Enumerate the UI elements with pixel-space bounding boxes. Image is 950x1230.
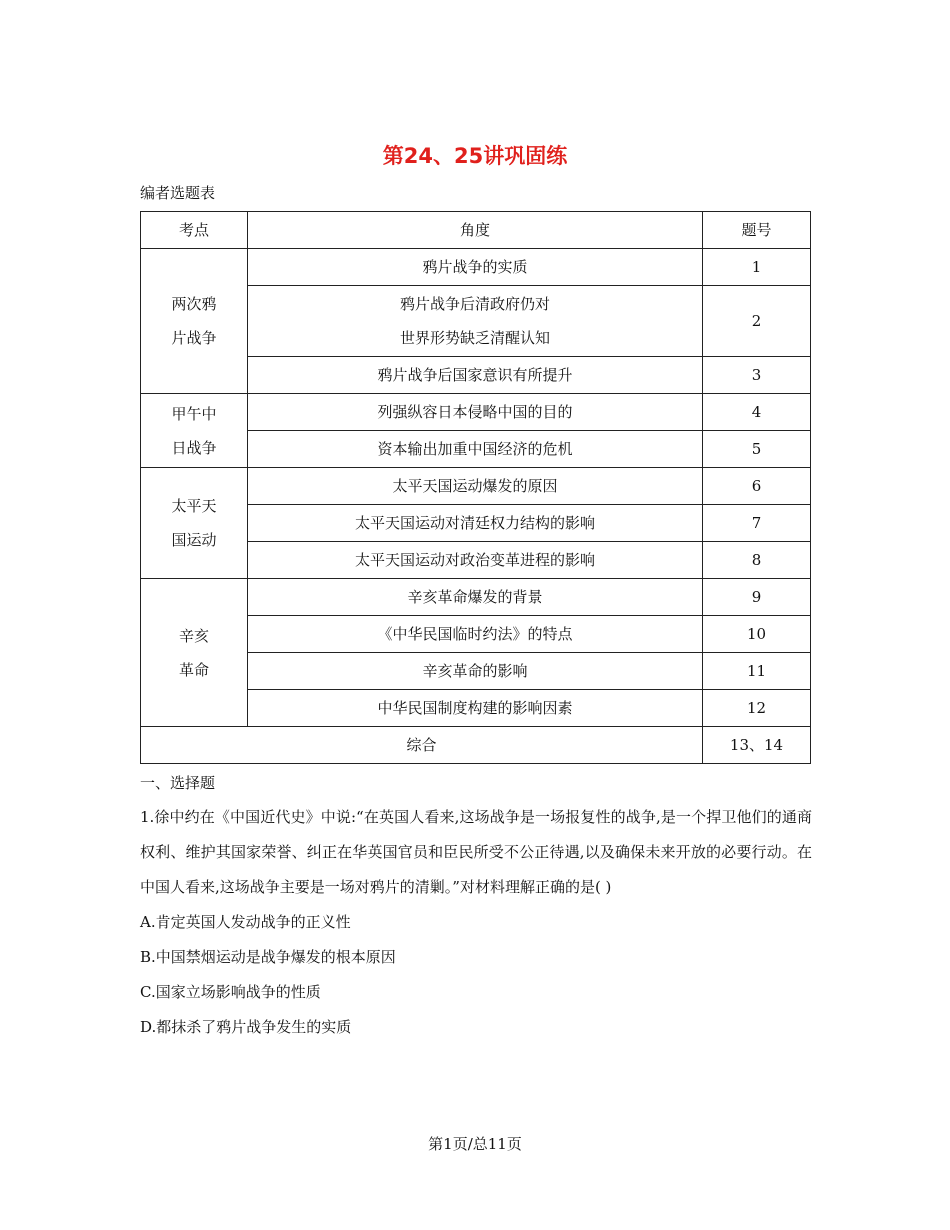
question-number-cell: 8 <box>703 542 811 579</box>
option-d: D.都抹杀了鸦片战争发生的实质 <box>140 1018 352 1036</box>
angle-line: 太平天国运动对政治变革进程的影响 <box>354 551 595 569</box>
section-heading: 一、选择题 <box>140 774 216 792</box>
question-number-cell: 12 <box>703 690 811 727</box>
header-topic: 考点 <box>141 212 248 249</box>
angle-line: 太平天国运动对清廷权力结构的影响 <box>354 514 595 532</box>
page-title: 第24、25讲巩固练 <box>382 144 568 168</box>
question-1 <box>140 800 812 1045</box>
table-row <box>141 579 811 616</box>
option-c: C.国家立场影响战争的性质 <box>140 983 321 1001</box>
topic-line: 片战争 <box>171 329 217 347</box>
angle-cell <box>248 286 703 357</box>
angle-line: 资本输出加重中国经济的危机 <box>377 440 573 458</box>
topic-cell <box>141 579 248 727</box>
angle-cell <box>248 394 703 431</box>
page-footer: 第1页/总11页 <box>428 1135 522 1153</box>
angle-line: 鸦片战争的实质 <box>422 258 528 276</box>
topic-cell <box>141 394 248 468</box>
topic-line: 革命 <box>178 660 209 679</box>
summary-row <box>141 727 811 764</box>
header-number: 题号 <box>703 212 811 249</box>
angle-line: 列强纵容日本侵略中国的目的 <box>377 403 573 421</box>
topic-line: 两次鸦 <box>171 295 217 313</box>
angle-line: 辛亥革命爆发的背景 <box>407 588 543 606</box>
question-number-cell: 4 <box>703 394 811 431</box>
angle-cell <box>248 542 703 579</box>
table-row <box>141 394 811 431</box>
question-number-cell: 5 <box>703 431 811 468</box>
question-number-cell: 6 <box>703 468 811 505</box>
angle-line: 鸦片战争后清政府仍对 <box>399 295 550 313</box>
angle-cell <box>248 616 703 653</box>
table-caption: 编者选题表 <box>140 184 216 202</box>
topic-line: 日战争 <box>171 438 217 457</box>
topic-line: 国运动 <box>171 531 217 549</box>
question-number-cell: 9 <box>703 579 811 616</box>
angle-line: 鸦片战争后国家意识有所提升 <box>377 366 573 384</box>
angle-cell <box>248 357 703 394</box>
option-a: A.肯定英国人发动战争的正义性 <box>140 913 351 931</box>
table-row <box>141 249 811 286</box>
topic-selection-table <box>140 211 811 764</box>
angle-line: 太平天国运动爆发的原因 <box>392 477 558 495</box>
table-header-row <box>141 212 811 249</box>
topic-line: 太平天 <box>171 497 217 515</box>
question-number-cell: 11 <box>703 653 811 690</box>
angle-cell <box>248 653 703 690</box>
angle-line: 世界形势缺乏清醒认知 <box>399 329 550 347</box>
angle-cell <box>248 249 703 286</box>
summary-label-cell: 综合 <box>141 727 703 764</box>
angle-line: 中华民国制度构建的影响因素 <box>377 699 573 717</box>
question-number-cell: 1 <box>703 249 811 286</box>
angle-cell <box>248 468 703 505</box>
angle-cell <box>248 431 703 468</box>
option-b: B.中国禁烟运动是战争爆发的根本原因 <box>140 948 396 966</box>
question-number-cell: 3 <box>703 357 811 394</box>
question-number-cell: 10 <box>703 616 811 653</box>
question-number-cell: 2 <box>703 286 811 357</box>
header-angle: 角度 <box>248 212 703 249</box>
topic-line: 辛亥 <box>178 626 209 645</box>
angle-cell <box>248 505 703 542</box>
topic-cell <box>141 468 248 579</box>
topic-cell <box>141 249 248 394</box>
angle-line: 《中华民国临时约法》的特点 <box>377 625 573 643</box>
angle-line: 辛亥革命的影响 <box>422 662 528 680</box>
summary-number-cell: 13、14 <box>703 727 811 764</box>
topic-line: 甲午中 <box>171 404 217 423</box>
question-number-cell: 7 <box>703 505 811 542</box>
table-row <box>141 468 811 505</box>
angle-cell <box>248 690 703 727</box>
angle-cell <box>248 579 703 616</box>
question-stem: 1.徐中约在《中国近代史》中说:“在英国人看来,这场战争是一场报复性的战争,是一个捍卫他们的通商权利、维护其国家荣誉、纠正在华英国官员和臣民所受不公正待遇,以及确保未来开放的必要行动。在中国人看来,这场战争主要是一场对鸦片的清剿。”对材料理解正确的是( ) <box>140 808 812 896</box>
